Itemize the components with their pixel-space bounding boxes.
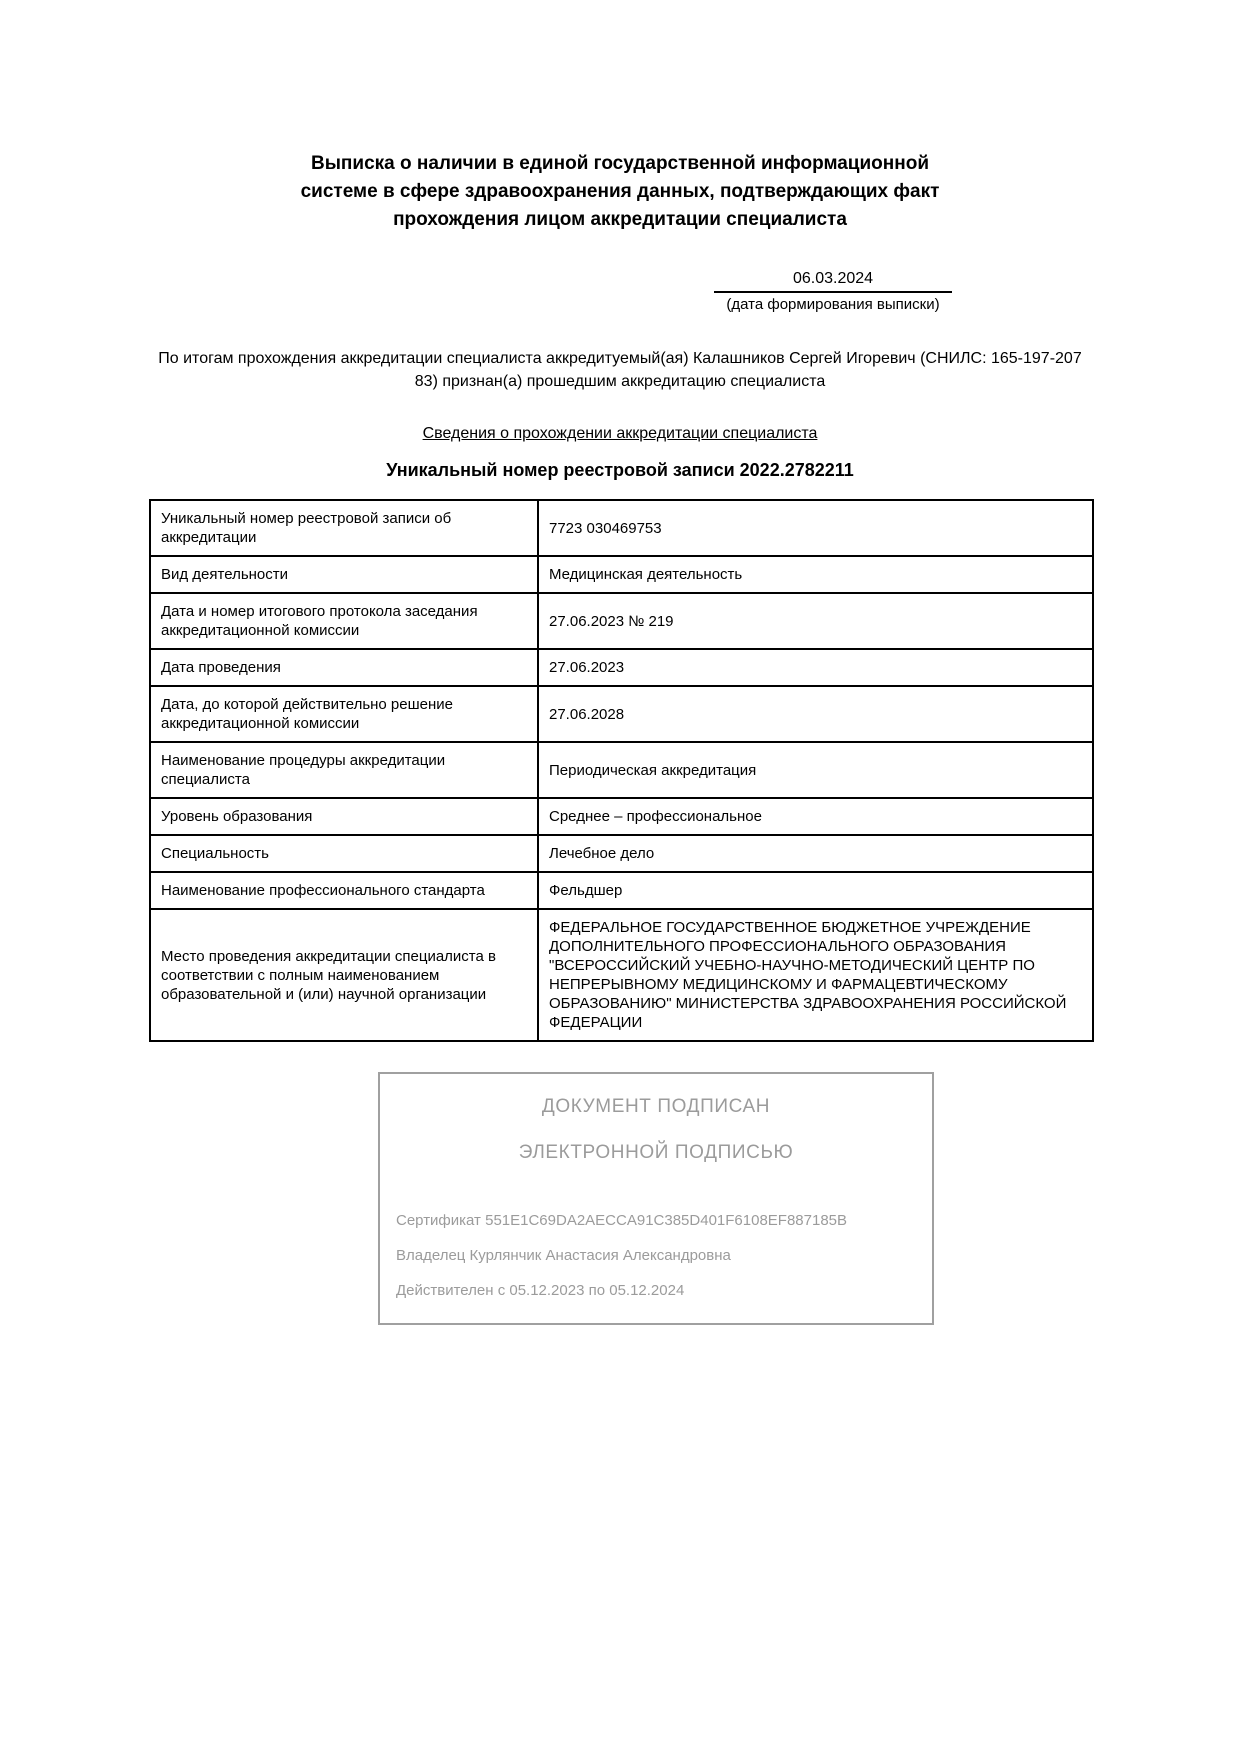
document-title-line: прохождения лицом аккредитации специалиста: [393, 209, 847, 230]
accreditation-info-table: [149, 499, 1094, 1042]
row-value: 27.06.2023 № 219: [538, 593, 1093, 649]
signature-title-line: ЭЛЕКТРОННОЙ ПОДПИСЬЮ: [518, 1142, 794, 1163]
row-label: Дата проведения: [150, 649, 538, 686]
extract-date-block: [714, 270, 952, 313]
document-title-line: системе в сфере здравоохранения данных, подтверждающих факт: [300, 181, 940, 202]
row-value: Периодическая аккредитация: [538, 742, 1093, 798]
record-number-heading: Уникальный номер реестровой записи 2022.2782211: [386, 460, 854, 480]
signature-validity: Действителен с 05.12.2023 по 05.12.2024: [396, 1282, 685, 1299]
extract-date: 06.03.2024: [714, 270, 952, 293]
signature-title-line: ДОКУМЕНТ ПОДПИСАН: [541, 1096, 771, 1117]
table-row: [150, 909, 1093, 1041]
table-row: [150, 500, 1093, 556]
row-label: Наименование процедуры аккредитации специалиста: [150, 742, 538, 798]
intro-paragraph: По итогам прохождения аккредитации специалиста аккредитуемый(ая) Калашников Сергей Игоревич (СНИЛС: 165-197-207 83) признан(а) прошедшим аккредитацию специалиста: [158, 350, 1082, 390]
row-value: 7723 030469753: [538, 500, 1093, 556]
signature-details: [396, 1212, 916, 1299]
row-label: Специальность: [150, 835, 538, 872]
signature-owner: Владелец Курлянчик Анастасия Александровна: [396, 1247, 731, 1264]
row-value: 27.06.2028: [538, 686, 1093, 742]
row-label: Дата и номер итогового протокола заседания аккредитационной комиссии: [150, 593, 538, 649]
table-row: [150, 649, 1093, 686]
table-row: [150, 556, 1093, 593]
table-row: [150, 593, 1093, 649]
table-row: [150, 686, 1093, 742]
row-value: 27.06.2023: [538, 649, 1093, 686]
table-row: [150, 742, 1093, 798]
row-label: Уникальный номер реестровой записи об аккредитации: [150, 500, 538, 556]
row-value: Лечебное дело: [538, 835, 1093, 872]
section-heading: Сведения о прохождении аккредитации специалиста: [422, 425, 818, 442]
row-label: Дата, до которой действительно решение аккредитационной комиссии: [150, 686, 538, 742]
table-row: [150, 798, 1093, 835]
extract-date-caption: (дата формирования выписки): [726, 296, 940, 313]
row-label: Вид деятельности: [150, 556, 538, 593]
document-title-line: Выписка о наличии в единой государственной информационной: [310, 153, 930, 174]
row-label: Место проведения аккредитации специалиста в соответствии с полным наименованием образовательной и (или) научной организации: [150, 909, 538, 1041]
signature-certificate: Сертификат 551E1C69DA2AECCA91C385D401F6108EF887185B: [396, 1212, 848, 1229]
table-row: [150, 835, 1093, 872]
table-row: [150, 872, 1093, 909]
row-value: Среднее – профессиональное: [538, 798, 1093, 835]
document-title: [0, 0, 1240, 234]
row-label: Уровень образования: [150, 798, 538, 835]
row-value: Фельдшер: [538, 872, 1093, 909]
row-label: Наименование профессионального стандарта: [150, 872, 538, 909]
row-value: ФЕДЕРАЛЬНОЕ ГОСУДАРСТВЕННОЕ БЮДЖЕТНОЕ УЧРЕЖДЕНИЕ ДОПОЛНИТЕЛЬНОГО ПРОФЕССИОНАЛЬНОГО ОБРАЗОВАНИЯ "ВСЕРОССИЙСКИЙ УЧЕБНО-НАУЧНО-МЕТОДИЧЕСКИЙ ЦЕНТР ПО НЕПРЕРЫВНОМУ МЕДИЦИНСКОМУ И ФАРМАЦЕВТИЧЕСКОМУ ОБРАЗОВАНИЮ" МИНИСТЕРСТВА ЗДРАВООХРАНЕНИЯ РОССИЙСКОЙ ФЕДЕРАЦИИ: [538, 909, 1093, 1041]
electronic-signature-stamp: [378, 1072, 934, 1325]
row-value: Медицинская деятельность: [538, 556, 1093, 593]
